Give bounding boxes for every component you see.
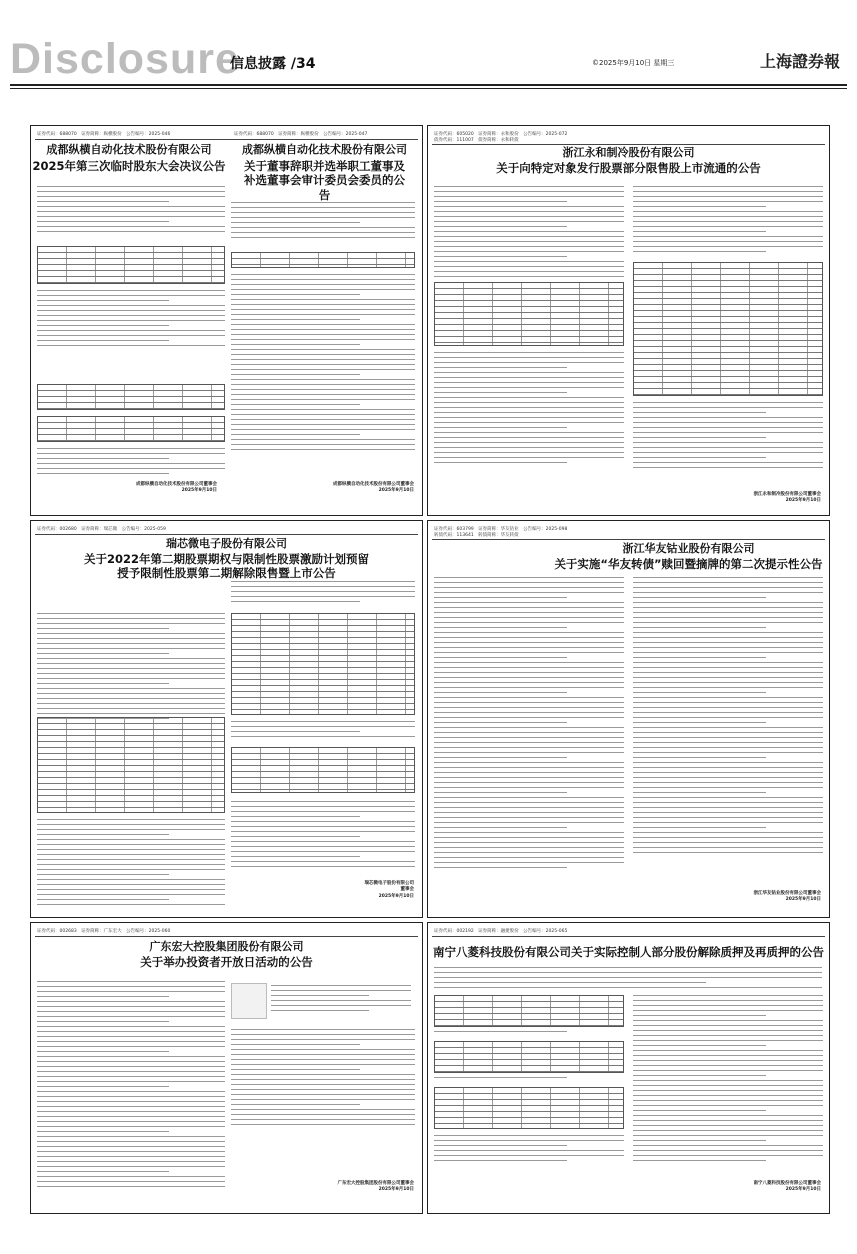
body-text — [434, 352, 624, 467]
data-table — [434, 282, 624, 346]
body-text — [633, 402, 823, 472]
body-text — [37, 613, 225, 723]
company-name: 广东宏大控股集团股份有限公司 — [149, 940, 304, 953]
body-text — [434, 1031, 624, 1036]
announcement-panel-hongda — [30, 922, 423, 1214]
stock-codes: 证券代码：002683 证券简称：广东宏大 公告编号：2025-060 — [37, 929, 171, 934]
body-text — [37, 981, 225, 1191]
data-table — [434, 1087, 624, 1129]
body-text — [37, 186, 225, 236]
signature: 瑞芯微电子股份有限公司 董事会 2025年9月10日 — [364, 881, 414, 899]
masthead-rule-thin — [10, 88, 847, 89]
data-table — [231, 613, 415, 715]
body-text — [231, 274, 415, 454]
header-rule — [35, 936, 418, 937]
signature: 成都纵横自动化技术股份有限公司董事会 2025年9月10日 — [333, 482, 414, 494]
data-table — [434, 1041, 624, 1073]
body-text — [633, 577, 823, 857]
body-text — [434, 1135, 624, 1165]
announcement-title: 关于2022年第二期股票期权与限制性股票激励计划预留授予限制性股票第二期解除限售暨上市公告 — [83, 552, 369, 581]
announcement-panel-zongheng — [30, 125, 423, 516]
body-text — [434, 186, 624, 281]
signature: 成都纵横自动化技术股份有限公司董事会 2025年9月10日 — [136, 482, 217, 494]
announcement-title: 2025年第三次临时股东大会决议公告 — [32, 159, 226, 173]
stock-codes: 证券代码：002192 证券简称：融捷股份 公告编号：2025-065 — [434, 929, 568, 934]
body-text — [37, 448, 225, 478]
announcement-title: 关于董事辞职并选举职工董事及补选董事会审计委员会委员的公告 — [244, 159, 405, 202]
stock-codes: 证券代码：002680 证券简称：瑞芯微 公告编号：2025-059 — [37, 527, 166, 532]
announcement-title: 关于实施“华友转债”赎回暨摘牌的第二次提示性公告 — [554, 557, 823, 571]
body-text — [231, 801, 415, 871]
header-rule — [35, 534, 418, 535]
signature: 浙江华友钴业股份有限公司董事会 2025年9月10日 — [753, 891, 821, 903]
company-name: 浙江永和制冷股份有限公司 — [562, 146, 695, 159]
body-text — [633, 186, 823, 256]
header-rule — [432, 936, 825, 937]
announcement-panel-yonghe — [427, 125, 830, 516]
data-table — [231, 747, 415, 793]
header-rule — [35, 139, 418, 140]
announcement-title: 关于举办投资者开放日活动的公告 — [140, 955, 313, 969]
body-text — [37, 819, 225, 909]
body-text — [434, 1077, 624, 1082]
masthead-wordmark: Disclosure — [10, 35, 240, 83]
body-text — [231, 721, 415, 741]
data-table — [37, 246, 225, 284]
header-rule — [432, 144, 825, 145]
announcement-panel-huayou — [427, 520, 830, 918]
qr-code-image — [231, 983, 267, 1019]
body-text — [434, 577, 624, 872]
announcement-title: 关于向特定对象发行股票部分限售股上市流通的公告 — [496, 161, 761, 175]
company-name: 瑞芯微电子股份有限公司 — [166, 537, 287, 550]
data-table — [37, 717, 225, 813]
data-table — [37, 384, 225, 410]
issue-date: ©2025年9月10日 星期三 — [592, 59, 675, 67]
company-name: 成都纵横自动化技术股份有限公司 — [46, 143, 212, 156]
signature: 南宁八菱科技股份有限公司董事会 2025年9月10日 — [753, 1181, 821, 1193]
signature: 广东宏大控股集团股份有限公司董事会 2025年9月10日 — [337, 1181, 414, 1193]
company-name: 浙江华友钴业股份有限公司 — [622, 542, 755, 555]
signature: 浙江永和制冷股份有限公司董事会 2025年9月10日 — [753, 492, 821, 504]
stock-codes: 证券代码：688070 证券简称：纵横股份 公告编号：2025-046 — [37, 132, 171, 137]
header-rule — [432, 539, 825, 540]
body-text — [231, 1029, 415, 1129]
announcement-panel-rockchip — [30, 520, 423, 918]
body-text — [271, 985, 411, 1015]
newspaper-name: 上海證券報 — [760, 52, 841, 71]
stock-codes: 证券代码：603799 证券简称：华友钴业 公告编号：2025-098 转债代码：113641 转债简称：华友转债 — [434, 527, 568, 538]
body-text — [231, 202, 415, 242]
stock-codes: 证券代码：605020 证券简称：永和股份 公告编号：2025-072 债券代码：111007 债券简称：永和转债 — [434, 132, 568, 143]
data-table — [633, 262, 823, 396]
masthead-rule — [10, 84, 847, 86]
data-table — [434, 995, 624, 1027]
body-text — [434, 967, 822, 992]
body-text — [231, 581, 415, 606]
data-table — [231, 252, 415, 268]
body-text — [633, 995, 823, 1165]
announcement-panel-baling — [427, 922, 830, 1214]
section-title: 信息披露 /34 — [230, 56, 316, 72]
data-table — [37, 416, 225, 442]
body-text — [37, 290, 225, 350]
announcement-title: 南宁八菱科技股份有限公司关于实际控制人部分股份解除质押及再质押的公告 — [433, 945, 824, 959]
company-name: 成都纵横自动化技术股份有限公司 — [242, 143, 407, 156]
stock-codes: 证券代码：688070 证券简称：纵横股份 公告编号：2025-047 — [234, 132, 368, 137]
